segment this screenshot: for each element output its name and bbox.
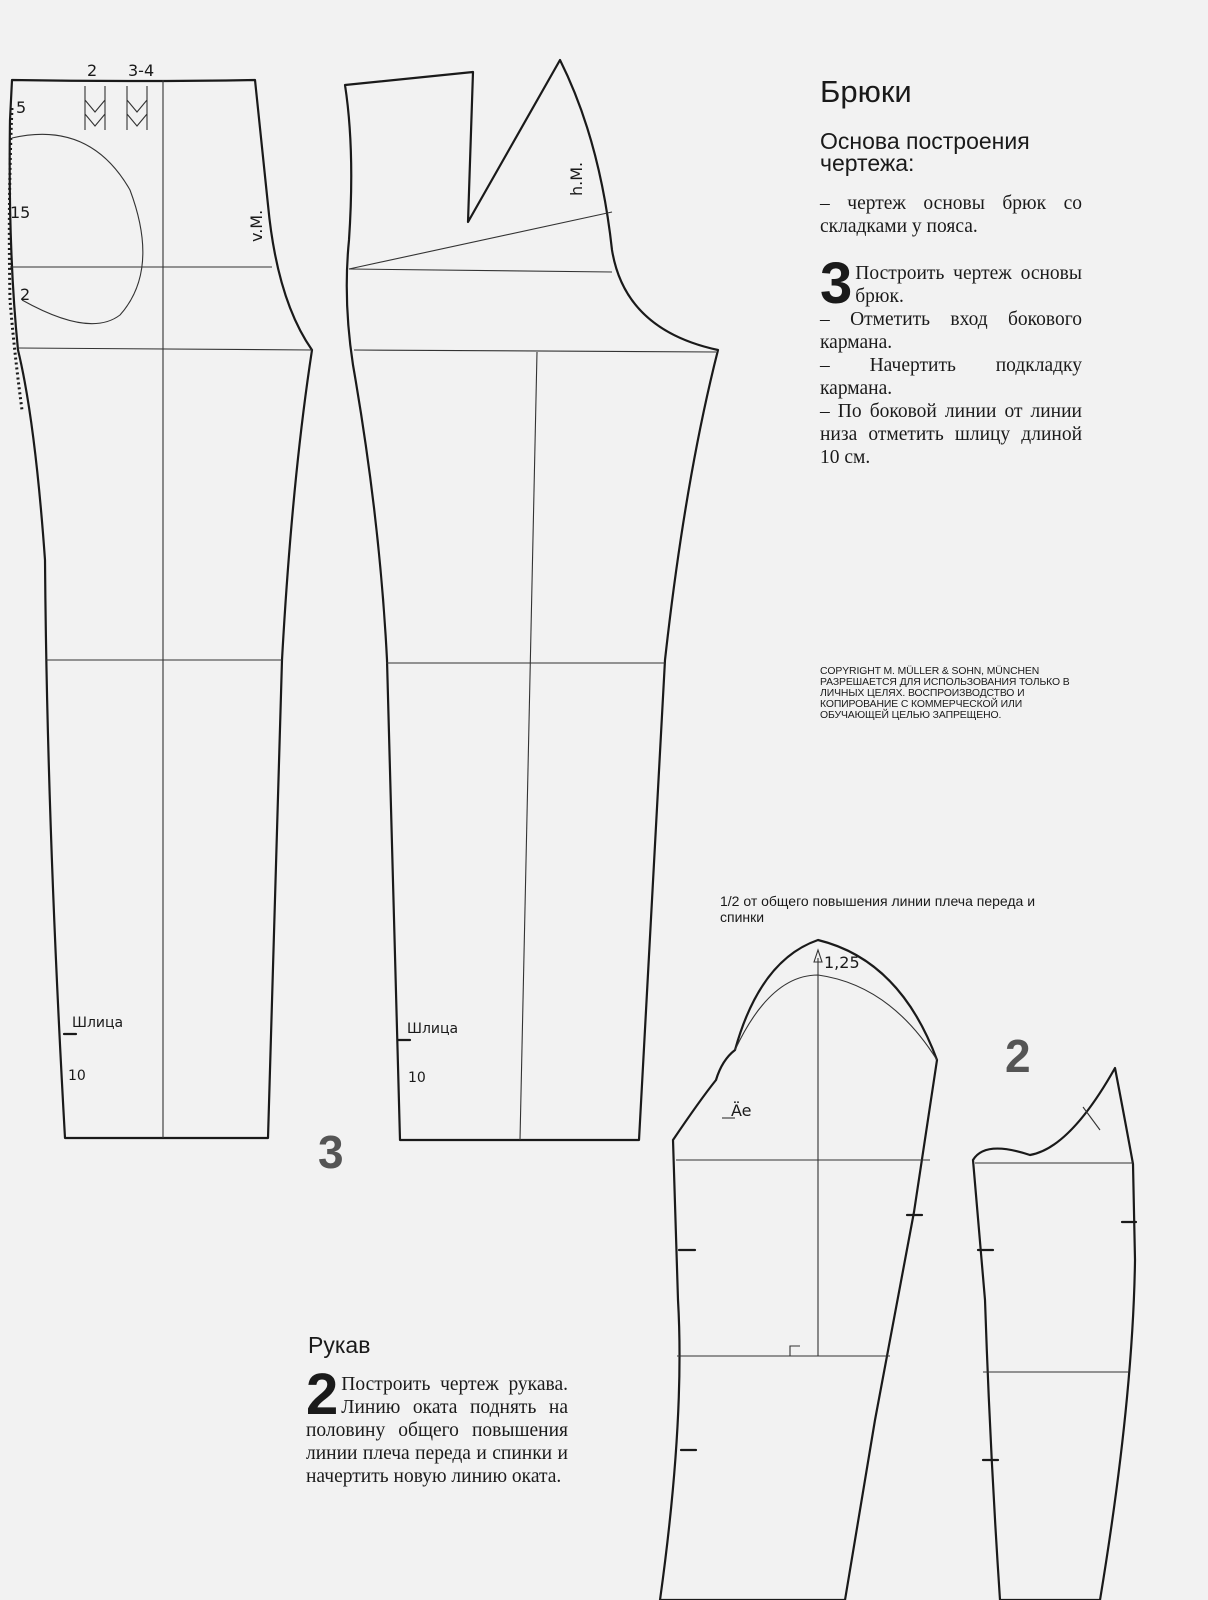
pleat-1-label: 2	[87, 61, 98, 80]
sleeve-right-angle-mark	[790, 1346, 800, 1356]
front-trouser-piece	[9, 61, 312, 1138]
back-hip-line	[349, 269, 612, 272]
copyright-notice: COPYRIGHT M. MÜLLER & SOHN, MÜNCHEN РАЗРЕШАЕТСЯ ДЛЯ ИСПОЛЬЗОВАНИЯ ТОЛЬКО В ЛИЧНЫХ ЦЕЛЯХ. ВОСПРОИЗВОДСТВО И КОПИРОВАНИЕ С КОММЕРЧЕСКОЙ ИЛИ ОБУЧАЮЩЕЙ ЦЕЛЬЮ ЗАПРЕЩЕНО.	[820, 666, 1070, 721]
trousers-title: Брюки	[820, 74, 912, 109]
sleeve-title: Рукав	[308, 1332, 371, 1358]
trousers-step-number: 3	[820, 251, 853, 316]
sleeve-new-cap-line	[735, 975, 937, 1060]
back-vent-length: 10	[408, 1070, 426, 1086]
back-trouser-piece	[345, 60, 718, 1140]
sleeve-front-outline	[660, 940, 937, 1600]
pocket-15-label: 15	[10, 203, 31, 222]
pleat-2	[127, 86, 147, 130]
back-center-mark: h.M.	[567, 161, 586, 196]
front-center-mark: v.M.	[247, 209, 266, 242]
front-pocket-lining	[12, 134, 143, 323]
front-crotch-line	[18, 348, 312, 350]
sleeve-back-notch-line	[1083, 1107, 1100, 1130]
front-vent-label: Шлица	[72, 1015, 124, 1031]
trousers-step-item-1: – Отметить вход бокового кармана.	[820, 309, 1082, 353]
trousers-step-item-3: – По боковой линии от линии низа отметить шлицу длиной 10 см.	[820, 401, 1082, 468]
sleeve-cap-note: 1/2 от общего повышения линии плеча переда и спинки	[720, 893, 1036, 925]
back-vent-label: Шлица	[407, 1021, 459, 1037]
sleeve-step-number: 2	[306, 1362, 339, 1427]
sleeve-back-piece	[973, 1068, 1136, 1600]
front-trouser-outline	[10, 80, 312, 1138]
sleeve-step	[306, 1362, 568, 1488]
back-crease-line	[520, 352, 537, 1140]
trousers-step-item-2: – Начертить подкладку кармана.	[820, 355, 1082, 399]
trousers-subtitle: Основа построения чертежа:	[820, 128, 1030, 176]
sleeve-figure-number: 2	[1005, 1030, 1031, 1082]
sleeve-front-piece	[660, 940, 937, 1600]
trousers-figure-number: 3	[318, 1126, 344, 1178]
pleat-1	[85, 86, 105, 130]
pocket-2-label: 2	[20, 285, 31, 304]
pocket-5-label: 5	[16, 98, 27, 117]
back-crotch-line	[354, 350, 716, 352]
front-vent-length: 10	[68, 1068, 86, 1084]
raise-label: 1,25	[824, 953, 860, 972]
pleat-2-label: 3-4	[128, 61, 155, 80]
sleeve-back-outline	[973, 1068, 1135, 1600]
trousers-step	[820, 251, 1082, 469]
trousers-intro: – чертеж основы брюк со складками у пояса.	[820, 193, 1082, 237]
back-seat-angle-line	[349, 212, 612, 269]
armhole-label: Äe	[731, 1101, 752, 1120]
trousers-step-first-line: Построить чертеж основы брюк.	[855, 263, 1082, 307]
sleeve-step-text: Построить чертеж рукава. Линию оката поднять на половину общего повышения линии плеча переда и спинки и начертить новую линию оката.	[306, 1374, 568, 1487]
